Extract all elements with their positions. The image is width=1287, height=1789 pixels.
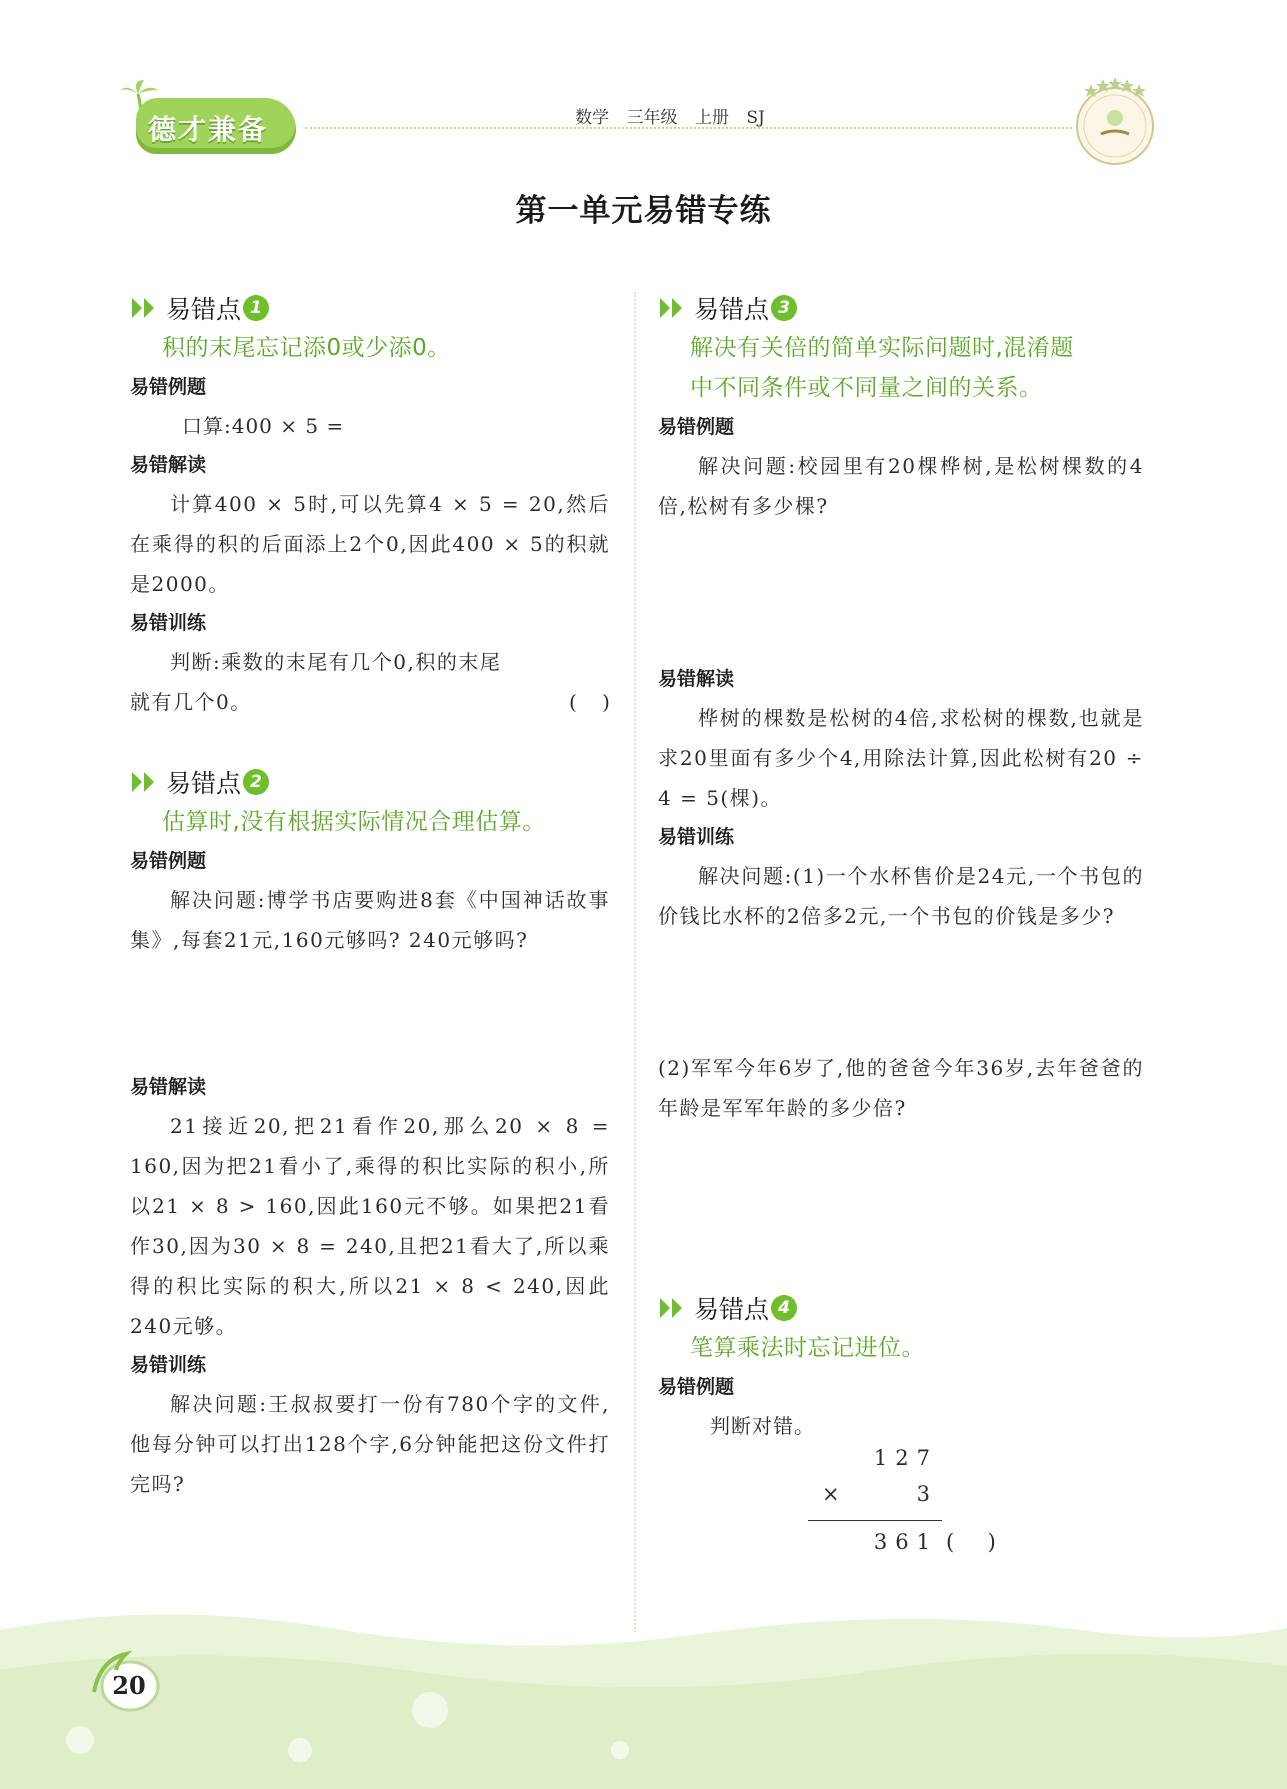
logo-text: 德才兼备 <box>148 113 269 146</box>
column-divider <box>634 292 636 1632</box>
interpretation-heading: 易错解读 <box>130 1076 207 1098</box>
answer-bracket[interactable]: ( ) <box>568 690 610 714</box>
answer-space[interactable] <box>130 960 610 1068</box>
error-point-2-heading <box>130 762 610 802</box>
interpretation-text: 21接近20,把21看作20,那么20 × 8 = 160,因为把21看小了,乘得的积比实际的积小,所以21 × 8 > 160,因此160元不够。如果把21看作30,因为30 × 8 = 240,且把21看大了,所以乘得的积比实际的积大,所以21 × 8 < 240,因此240元够。 <box>130 1114 610 1338</box>
error-point-label: 易错点 <box>166 295 242 324</box>
error-point-description-continued: 中不同条件或不同量之间的关系。 <box>690 375 1043 401</box>
calc-rule-line <box>808 1520 942 1521</box>
publisher-logo <box>118 78 308 168</box>
interpretation-text: 计算400 × 5时,可以先算4 × 5 = 20,然后在乘得的积的后面添上2个0,因此400 × 5的积就是2000。 <box>130 492 610 596</box>
training-heading: 易错训练 <box>658 826 735 848</box>
error-point-description: 积的末尾忘记添0或少添0。 <box>162 335 451 361</box>
number-badge: 3 <box>771 295 797 321</box>
error-point-4-heading <box>658 1288 1144 1328</box>
calc-multiplier: 3 <box>916 1482 938 1506</box>
double-arrow-icon <box>658 1296 688 1320</box>
training-question-2: (2)军军今年6岁了,他的爸爸今年36岁,去年爸爸的年龄是军军年龄的多少倍? <box>658 1056 1144 1120</box>
answer-space[interactable] <box>658 936 1144 1048</box>
number-badge: 2 <box>243 769 269 795</box>
example-text: 判断对错。 <box>710 1414 815 1438</box>
left-column <box>130 288 610 1504</box>
training-text: 判断:乘数的末尾有几个0,积的末尾 <box>170 650 502 674</box>
page-number: 20 <box>112 1670 146 1700</box>
vertical-multiplication <box>808 1446 1028 1566</box>
right-column <box>658 288 1144 1566</box>
example-heading: 易错例题 <box>658 1376 735 1398</box>
training-answer-row <box>130 682 610 722</box>
calc-result: 361 <box>873 1530 938 1554</box>
answer-bracket[interactable]: ( ) <box>946 1530 996 1554</box>
interpretation-text: 桦树的棵数是松树的4倍,求松树的棵数,也就是求20里面有多少个4,用除法计算,因此松树有20 ÷ 4 = 5(棵)。 <box>658 706 1144 810</box>
answer-space[interactable] <box>658 526 1144 660</box>
answer-space[interactable] <box>658 1128 1144 1288</box>
error-point-3-heading <box>658 288 1144 328</box>
error-point-label: 易错点 <box>694 295 770 324</box>
example-text: 口算:400 × 5 = <box>182 414 345 438</box>
multiply-sign: × <box>822 1482 840 1506</box>
number-badge: 1 <box>243 295 269 321</box>
double-arrow-icon <box>130 770 160 794</box>
interpretation-heading: 易错解读 <box>658 668 735 690</box>
example-heading: 易错例题 <box>658 416 735 438</box>
interpretation-heading: 易错解读 <box>130 454 207 476</box>
footer-wave <box>0 1600 1287 1789</box>
training-heading: 易错训练 <box>130 612 207 634</box>
training-text: 解决问题:王叔叔要打一份有780个字的文件,他每分钟可以打出128个字,6分钟能把这份文件打完吗? <box>130 1392 610 1496</box>
error-point-description: 笔算乘法时忘记进位。 <box>690 1335 925 1361</box>
error-point-description: 解决有关倍的简单实际问题时,混淆题 <box>690 335 1074 361</box>
double-arrow-icon <box>658 296 688 320</box>
example-text: 解决问题:校园里有20棵桦树,是松树棵数的4倍,松树有多少棵? <box>658 454 1144 518</box>
training-question-1: 解决问题:(1)一个水杯售价是24元,一个书包的价钱比水杯的2倍多2元,一个书包的价钱是多少? <box>658 864 1144 928</box>
error-point-label: 易错点 <box>694 1295 770 1324</box>
double-arrow-icon <box>130 296 160 320</box>
example-text: 解决问题:博学书店要购进8套《中国神话故事集》,每套21元,160元够吗? 240元够吗? <box>130 888 610 952</box>
example-heading: 易错例题 <box>130 850 207 872</box>
error-point-description: 估算时,没有根据实际情况合理估算。 <box>162 809 546 835</box>
training-text-continued: 就有几个0。 <box>130 690 252 714</box>
calc-multiplicand: 127 <box>873 1446 938 1470</box>
star-seal-icon <box>1067 74 1163 170</box>
number-badge: 4 <box>771 1295 797 1321</box>
error-point-1-heading <box>130 288 610 328</box>
header-subject: 数学 三年级 上册 SJ <box>575 108 765 128</box>
error-point-label: 易错点 <box>166 769 242 798</box>
example-heading: 易错例题 <box>130 376 207 398</box>
training-heading: 易错训练 <box>130 1354 207 1376</box>
page-title: 第一单元易错专练 <box>515 193 772 229</box>
